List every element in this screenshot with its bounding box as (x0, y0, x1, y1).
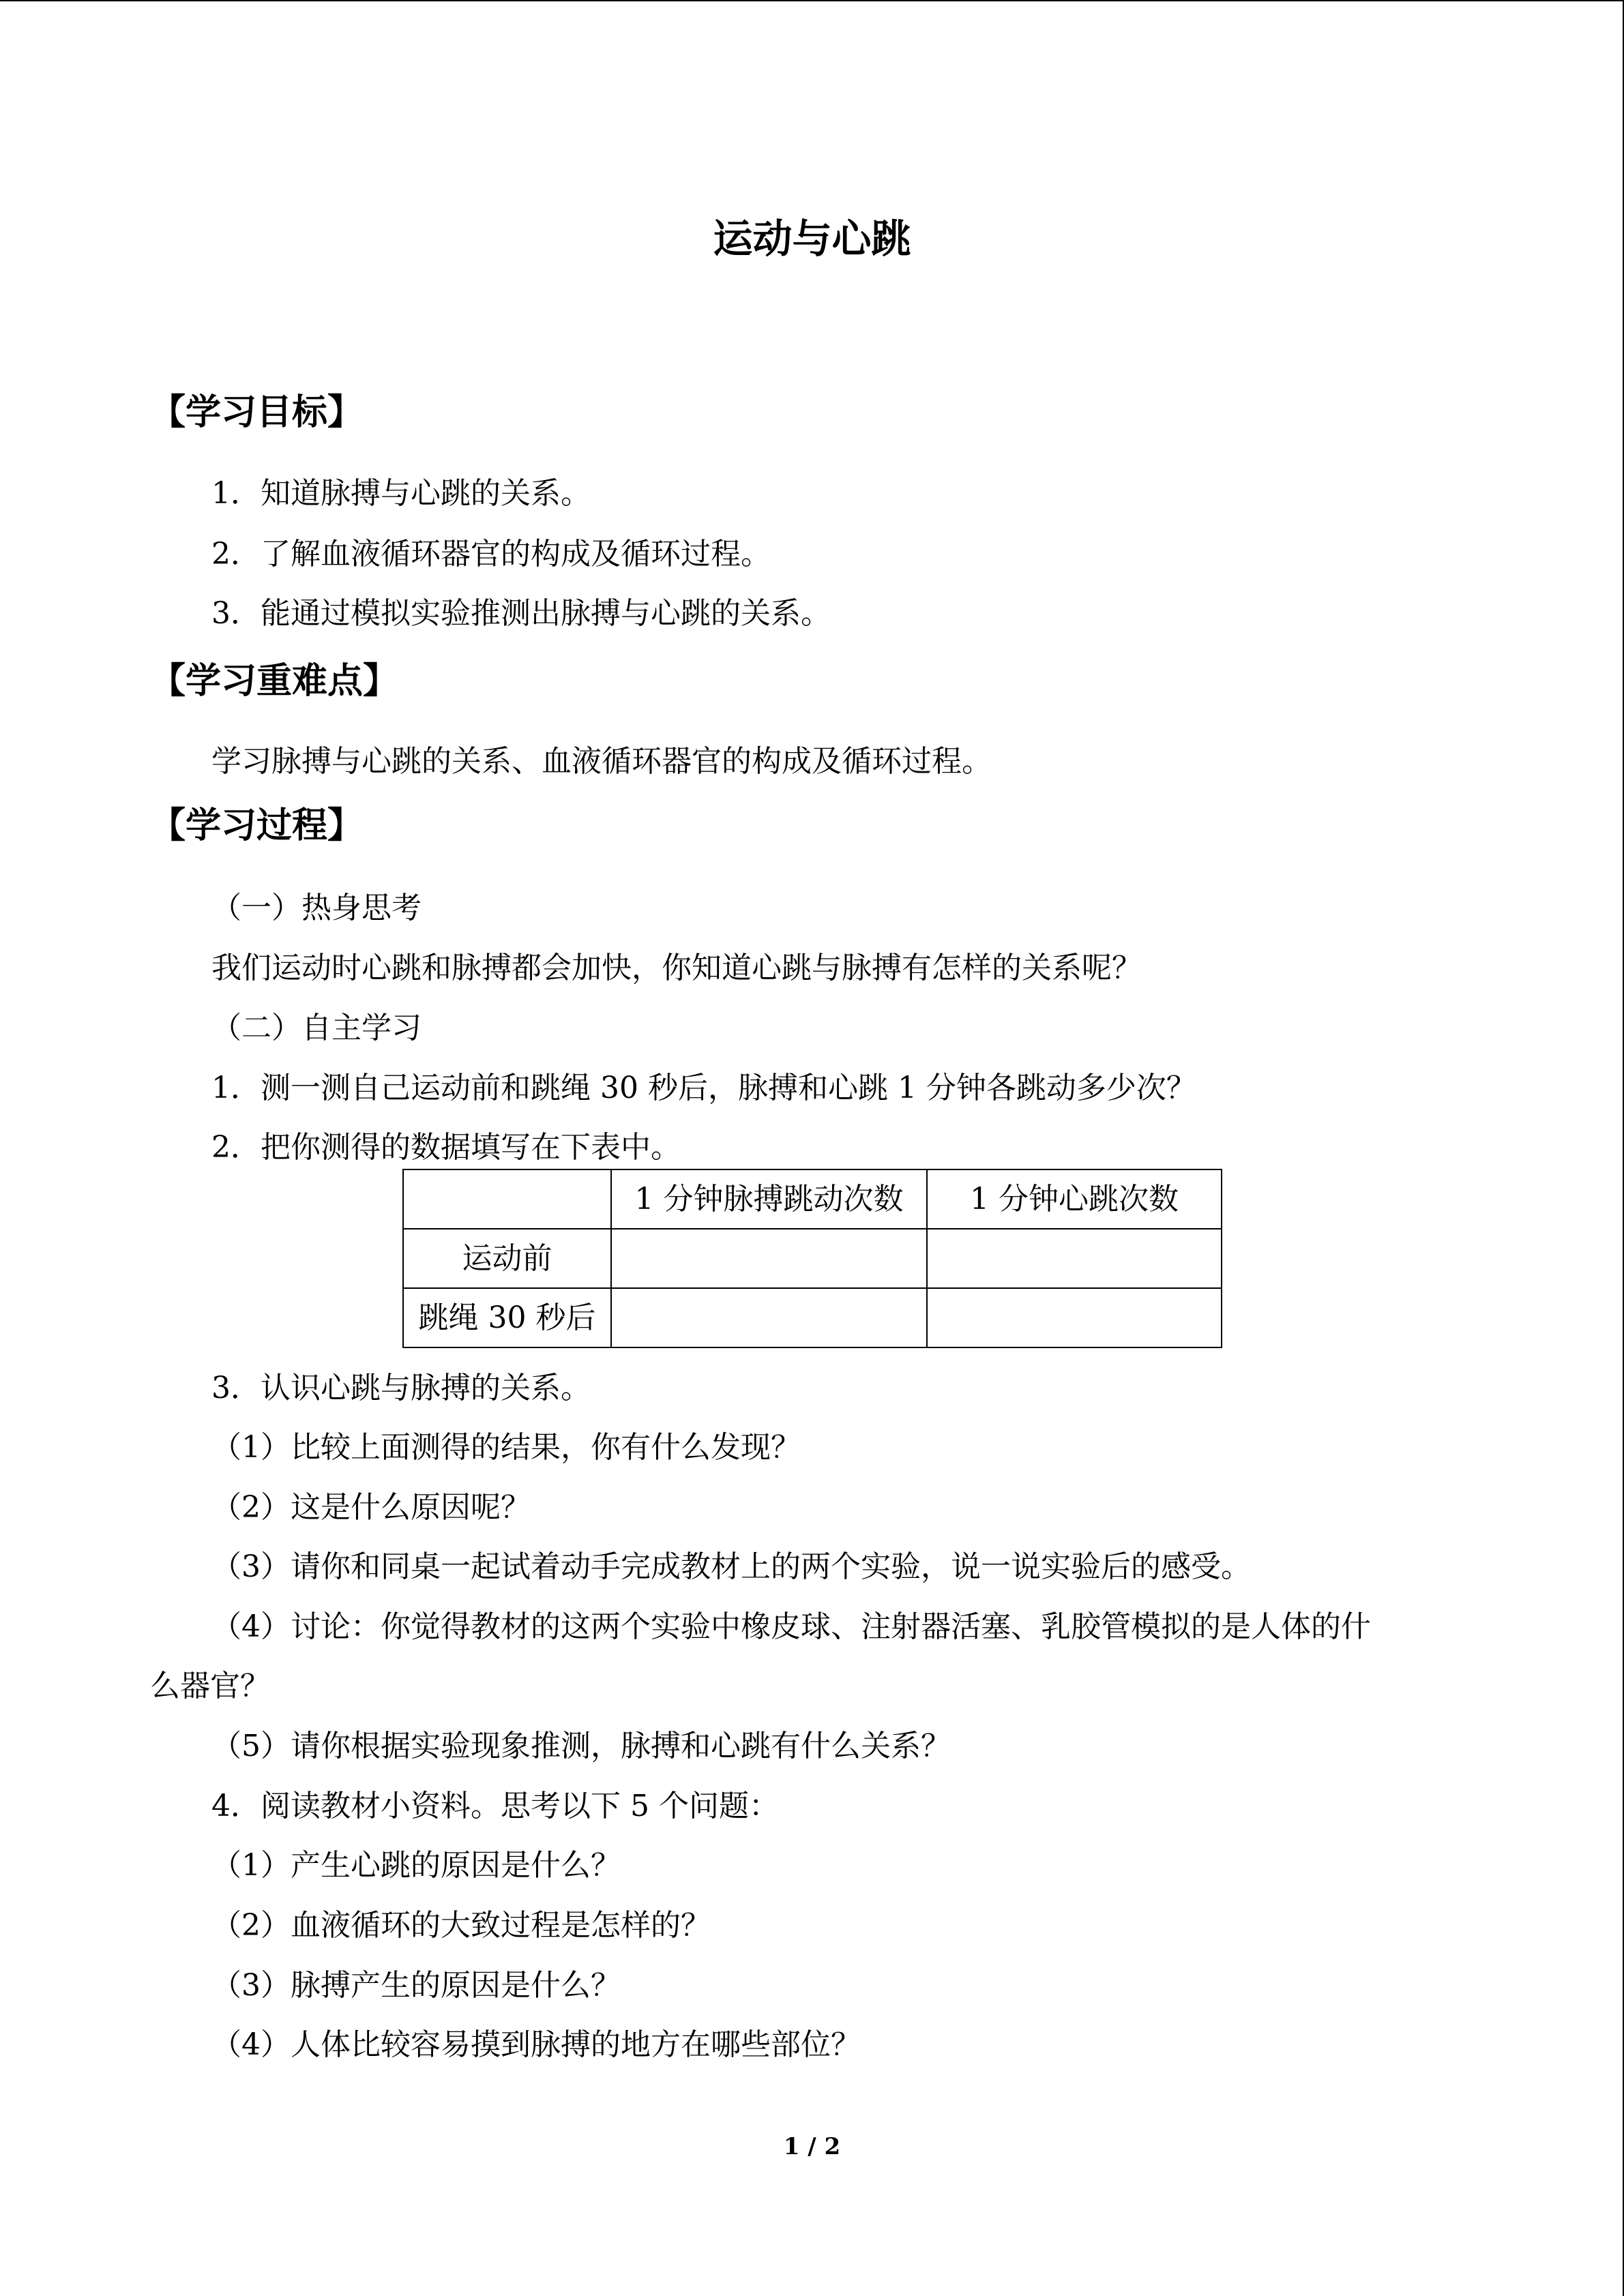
step-1: 1．测一测自己运动前和跳绳 30 秒后，脉搏和心跳 1 分钟各跳动多少次？ (211, 1071, 1196, 1105)
step-4-question-1: （1）产生心跳的原因是什么？ (211, 1848, 621, 1883)
table-header-row (403, 1169, 1222, 1229)
step-3-question-4-line-1: （4）讨论：你觉得教材的这两个实验中橡皮球、注射器活塞、乳胶管模拟的是人体的什 (211, 1609, 1371, 1644)
heading-process: 【学习过程】 (150, 805, 364, 846)
key-points-text: 学习脉搏与心跳的关系、血液循环器官的构成及循环过程。 (211, 744, 992, 779)
table-row-label: 运动前 (403, 1229, 611, 1288)
heading-key-points: 【学习重难点】 (150, 661, 399, 702)
warmup-title: （一）热身思考 (211, 891, 422, 925)
page-number: 1 / 2 (783, 2133, 841, 2160)
goal-item-2: 2．了解血液循环器官的构成及循环过程。 (211, 537, 771, 571)
warmup-text: 我们运动时心跳和脉搏都会加快，你知道心跳与脉搏有怎样的关系呢？ (211, 951, 1142, 985)
step-3-question-1: （1）比较上面测得的结果，你有什么发现？ (211, 1430, 801, 1465)
step-3-question-5: （5）请你根据实验现象推测，脉搏和心跳有什么关系？ (211, 1729, 951, 1763)
step-3-question-3: （3）请你和同桌一起试着动手完成教材上的两个实验，说一说实验后的感受。 (211, 1549, 1251, 1584)
table-header-cell: 1 分钟心跳次数 (927, 1169, 1222, 1229)
table-header-cell (403, 1169, 611, 1229)
step-3-question-2: （2）这是什么原因呢？ (211, 1490, 531, 1525)
step-3: 3．认识心跳与脉搏的关系。 (211, 1371, 591, 1405)
goal-item-1: 1．知道脉搏与心跳的关系。 (211, 476, 591, 511)
goal-item-3: 3．能通过模拟实验推测出脉搏与心跳的关系。 (211, 596, 831, 631)
table-row (403, 1229, 1222, 1288)
step-3-question-4-line-2: 么器官？ (150, 1669, 270, 1703)
data-table (402, 1169, 1222, 1348)
step-4-question-2: （2）血液循环的大致过程是怎样的？ (211, 1908, 711, 1943)
step-4-question-4: （4）人体比较容易摸到脉搏的地方在哪些部位？ (211, 2027, 861, 2062)
table-row-label: 跳绳 30 秒后 (403, 1288, 611, 1347)
step-4: 4．阅读教材小资料。思考以下 5 个问题： (211, 1789, 779, 1823)
table-input-cell[interactable] (927, 1229, 1222, 1288)
table-input-cell[interactable] (611, 1229, 927, 1288)
table-input-cell[interactable] (927, 1288, 1222, 1347)
page-title: 运动与心跳 (713, 215, 911, 262)
self-study-title: （二）自主学习 (211, 1011, 422, 1045)
heading-goals: 【学习目标】 (150, 392, 364, 433)
table-header-cell: 1 分钟脉搏跳动次数 (611, 1169, 927, 1229)
step-2: 2．把你测得的数据填写在下表中。 (211, 1130, 681, 1165)
table-input-cell[interactable] (611, 1288, 927, 1347)
step-4-question-3: （3）脉搏产生的原因是什么？ (211, 1968, 621, 2003)
table-row (403, 1288, 1222, 1347)
